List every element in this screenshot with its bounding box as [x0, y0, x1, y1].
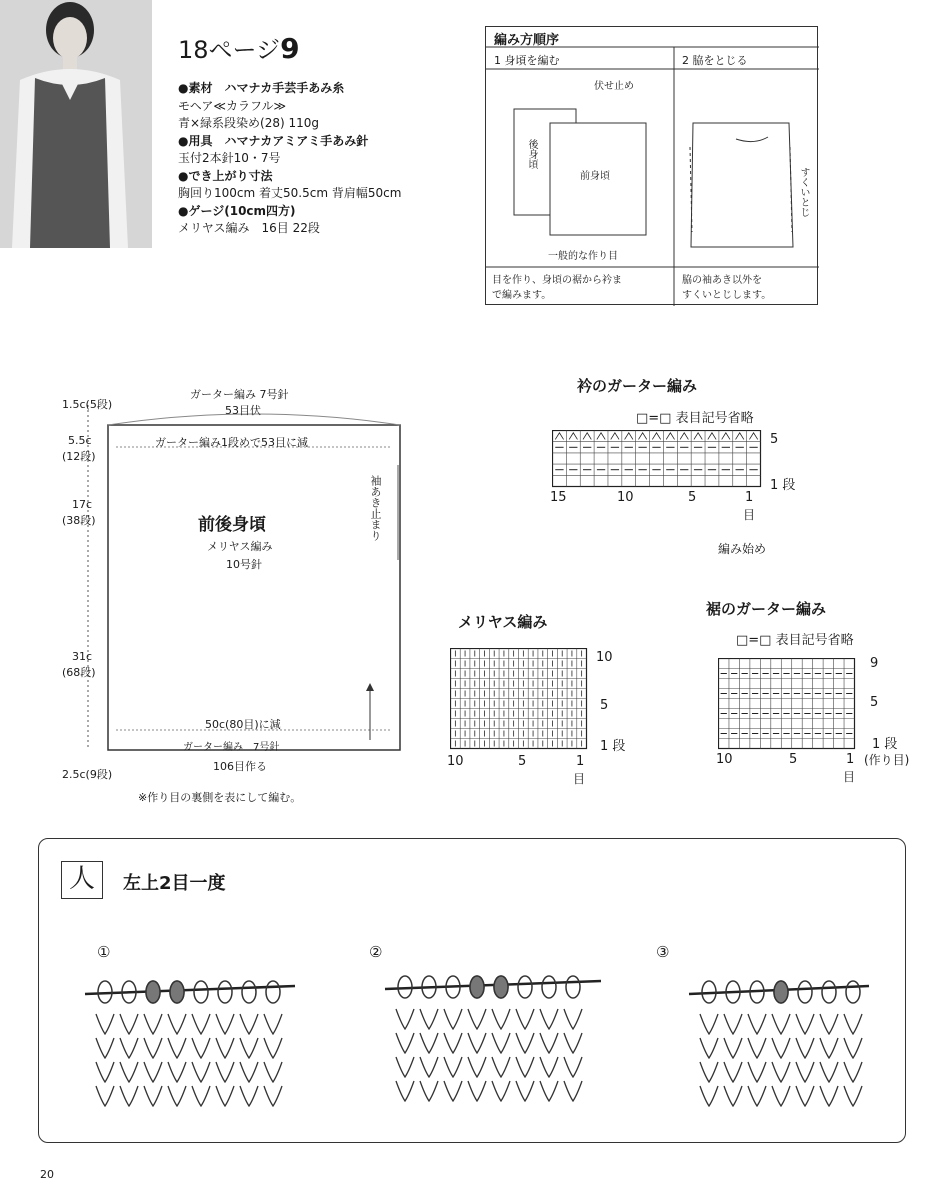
stitch-loop — [516, 1057, 534, 1077]
collar-grid — [552, 430, 762, 488]
spec-line: メリヤス編み 16目 22段 — [178, 221, 320, 235]
hem-col-5: 5 — [789, 752, 798, 767]
stitch-loop — [216, 1014, 234, 1034]
stitch-loop — [240, 1086, 258, 1106]
dim-3a: 17c — [72, 498, 93, 511]
stitch-loop — [564, 1081, 582, 1101]
stitch-loop — [516, 1033, 534, 1053]
k2tog-symbol-icon: 人 — [61, 861, 103, 899]
stitch-loop — [96, 1014, 114, 1034]
stitch-loop — [700, 1086, 718, 1106]
collar-legend: □=□ 表目記号省略 — [636, 411, 754, 426]
needle-loop — [242, 981, 256, 1003]
hem-chart-title: 裾のガーター編み — [706, 600, 827, 618]
stitch-loop — [396, 1057, 414, 1077]
bottom-garter-label: ガーター編み 7号針 — [183, 742, 280, 753]
step-1-illustration — [75, 934, 305, 1114]
needle-loop — [846, 981, 860, 1003]
st-row-1: 1 段 — [600, 739, 626, 754]
stitch-loop — [540, 1081, 558, 1101]
stitch-loop — [564, 1057, 582, 1077]
step-1-marker: ① — [97, 943, 111, 961]
stitch-loop — [120, 1062, 138, 1082]
needle-loop — [542, 976, 556, 998]
stitch-loop — [216, 1062, 234, 1082]
stitch-loop — [120, 1014, 138, 1034]
dim-4b: (68段) — [62, 666, 96, 679]
stockinette-grid — [450, 648, 588, 750]
worked-loop — [146, 981, 160, 1003]
body-stitch: メリヤス編み — [207, 540, 273, 553]
needle-loop — [822, 981, 836, 1003]
stitch-loop — [844, 1062, 862, 1082]
stitch-loop — [844, 1086, 862, 1106]
bind-off-count: 53目伏 — [225, 404, 261, 417]
model-photo — [0, 0, 152, 248]
stitch-loop — [192, 1014, 210, 1034]
stitch-loop — [396, 1009, 414, 1029]
stitch-loop — [216, 1038, 234, 1058]
spec-line: モヘア≪カラフル≫ — [178, 98, 287, 113]
stitch-loop — [420, 1033, 438, 1053]
worked-loop — [170, 981, 184, 1003]
stitch-loop — [516, 1009, 534, 1029]
step-3-illustration — [679, 934, 879, 1114]
stitch-loop — [700, 1038, 718, 1058]
step1-note-line1: 目を作り、身頃の裾から衿ま — [492, 275, 622, 286]
stitch-loop — [240, 1038, 258, 1058]
stitch-loop — [796, 1086, 814, 1106]
worked-loop — [774, 981, 788, 1003]
st-stitch-unit: 目 — [573, 772, 586, 786]
stitch-loop — [724, 1062, 742, 1082]
collar-start-label: 編み始め — [718, 542, 767, 556]
spec-line: ●でき上がり寸法 — [178, 168, 273, 183]
dim-3b: (38段) — [62, 514, 96, 527]
stitch-loop — [240, 1014, 258, 1034]
stitch-loop — [168, 1086, 186, 1106]
knitting-order-box — [485, 26, 818, 305]
dim-4a: 31c — [72, 650, 93, 663]
spec-line: ●ゲージ(10cm四方) — [178, 203, 296, 218]
hem-cast-on-label: (作り目) — [864, 753, 910, 767]
stitch-loop — [216, 1086, 234, 1106]
stitch-loop — [700, 1014, 718, 1034]
st-col-5: 5 — [518, 754, 527, 769]
stitch-loop — [748, 1014, 766, 1034]
stitch-loop — [192, 1038, 210, 1058]
spec-line: 青×緑系段染め(28) 110g — [178, 116, 320, 130]
top-garter-label: ガーター編み 7号針 — [190, 388, 289, 401]
stitch-loop — [444, 1057, 462, 1077]
stitch-loop — [772, 1038, 790, 1058]
collar-col-5: 5 — [688, 490, 697, 505]
body-title: 前後身頃 — [198, 515, 266, 535]
stitch-loop — [144, 1014, 162, 1034]
stitch-loop — [120, 1086, 138, 1106]
stitch-loop — [492, 1009, 510, 1029]
needle-loop — [194, 981, 208, 1003]
page-title — [178, 30, 300, 65]
stitch-loop — [796, 1038, 814, 1058]
needle-loop — [218, 981, 232, 1003]
stitch-loop — [192, 1062, 210, 1082]
collar-col-1: 1 — [745, 490, 754, 505]
step2-note-line1: 脇の袖あき以外を — [682, 275, 762, 286]
stitch-loop — [468, 1081, 486, 1101]
hem-col-10: 10 — [716, 752, 733, 767]
stitch-loop — [396, 1033, 414, 1053]
stitch-loop — [264, 1014, 282, 1034]
stitch-loop — [492, 1057, 510, 1077]
stitch-loop — [540, 1057, 558, 1077]
stitch-loop — [748, 1038, 766, 1058]
stitch-loop — [820, 1086, 838, 1106]
st-col-1: 1 — [576, 754, 585, 769]
stitch-loop — [772, 1086, 790, 1106]
stitch-loop — [564, 1009, 582, 1029]
stitch-loop — [96, 1086, 114, 1106]
collar-chart-title: 衿のガーター編み — [577, 377, 698, 395]
st-row-10: 10 — [596, 650, 613, 665]
stitch-loop — [724, 1038, 742, 1058]
order-title: 編み方順序 — [494, 33, 560, 48]
collar-col-10: 10 — [617, 490, 634, 505]
hem-legend: □=□ 表目記号省略 — [736, 633, 854, 648]
hem-row-9: 9 — [870, 656, 879, 671]
step-3-marker: ③ — [656, 943, 670, 961]
stitch-loop — [444, 1033, 462, 1053]
stitch-loop — [420, 1057, 438, 1077]
stitch-loop — [796, 1014, 814, 1034]
spec-line: 胸回り100cm 着丈50.5cm 背肩幅50cm — [178, 186, 402, 200]
stitch-loop — [264, 1038, 282, 1058]
stitch-loop — [772, 1062, 790, 1082]
stitch-loop — [444, 1081, 462, 1101]
sleeve-opening-label: 袖あき止まり — [369, 475, 382, 541]
technique-title: 左上2目一度 — [123, 873, 226, 894]
hem-grid — [718, 658, 856, 750]
step2-note-line2: すくいとじします。 — [682, 290, 772, 301]
stitch-loop — [748, 1086, 766, 1106]
stitch-loop — [564, 1033, 582, 1053]
stitch-loop — [96, 1062, 114, 1082]
needle — [85, 986, 295, 994]
stitch-loop — [844, 1014, 862, 1034]
stitch-loop — [264, 1062, 282, 1082]
mattress-stitch-label: すくいとじ — [798, 167, 809, 217]
stitch-loop — [240, 1062, 258, 1082]
bind-off-label: 伏せ止め — [594, 81, 634, 92]
stitch-loop — [420, 1009, 438, 1029]
step-2-illustration — [375, 919, 611, 1114]
stitch-loop — [396, 1081, 414, 1101]
page-number: 20 — [40, 1168, 54, 1181]
stitch-loop — [420, 1081, 438, 1101]
worked-loop — [494, 976, 508, 998]
stitch-loop — [144, 1038, 162, 1058]
stitch-loop — [168, 1014, 186, 1034]
body-needle: 10号針 — [226, 558, 262, 571]
hem-col-1: 1 — [846, 752, 855, 767]
needle-loop — [566, 976, 580, 998]
needle — [385, 981, 601, 989]
step1-note-line2: で編みます。 — [492, 290, 552, 301]
stitch-loop — [264, 1086, 282, 1106]
stitch-loop — [820, 1014, 838, 1034]
decrease-line-label: ガーター編み1段めで53目に減 — [155, 436, 308, 449]
st-row-5: 5 — [600, 698, 609, 713]
hem-stitch-unit: 目 — [843, 770, 856, 784]
spec-line: ●用具 ハマナカアミアミ手あみ針 — [178, 133, 369, 148]
needle-loop — [266, 981, 280, 1003]
worked-loop — [470, 976, 484, 998]
materials-list — [178, 80, 401, 238]
stitch-loop — [120, 1038, 138, 1058]
step2-label: 2 脇をとじる — [682, 54, 748, 67]
st-col-10: 10 — [447, 754, 464, 769]
back-body-label: 後身頃 — [526, 139, 537, 169]
stitch-loop — [144, 1086, 162, 1106]
stitch-loop — [844, 1038, 862, 1058]
collar-stitch-unit: 目 — [743, 508, 756, 522]
stitch-loop — [772, 1014, 790, 1034]
stockinette-chart-title: メリヤス編み — [458, 613, 548, 631]
hem-row-1: 1 段 — [872, 737, 898, 752]
stitch-loop — [468, 1057, 486, 1077]
collar-row-1: 1 段 — [770, 478, 796, 493]
knitting-note: ※作り目の裏側を表にして編む。 — [138, 791, 302, 804]
bottom-decrease-label: 50c(80目)に減 — [205, 718, 281, 731]
collar-row-5: 5 — [770, 432, 779, 447]
stitch-loop — [724, 1014, 742, 1034]
dim-5: 2.5c(9段) — [62, 768, 113, 781]
spec-line: ●素材 ハマナカ手芸手あみ糸 — [178, 81, 345, 95]
technique-section — [38, 838, 906, 1143]
front-body-label: 前身頃 — [580, 171, 610, 182]
cast-on-label: 一般的な作り目 — [548, 251, 618, 262]
stitch-loop — [168, 1038, 186, 1058]
stitch-loop — [444, 1009, 462, 1029]
stitch-loop — [820, 1038, 838, 1058]
needle-loop — [798, 981, 812, 1003]
stitch-loop — [492, 1081, 510, 1101]
stitch-loop — [168, 1062, 186, 1082]
stitch-loop — [492, 1033, 510, 1053]
stitch-loop — [96, 1038, 114, 1058]
stitch-loop — [540, 1033, 558, 1053]
spec-line: 玉付2本針10・7号 — [178, 151, 281, 165]
collar-col-15: 15 — [550, 490, 567, 505]
step1-label: 1 身頃を編む — [494, 54, 560, 67]
stitch-loop — [724, 1086, 742, 1106]
page-ref: 18ページ — [178, 36, 281, 64]
hem-row-5: 5 — [870, 695, 879, 710]
step-2-marker: ② — [369, 943, 383, 961]
stitch-loop — [468, 1033, 486, 1053]
stitch-loop — [796, 1062, 814, 1082]
stitch-loop — [748, 1062, 766, 1082]
cast-on-count: 106目作る — [213, 760, 267, 773]
stitch-loop — [700, 1062, 718, 1082]
item-number: 9 — [280, 32, 300, 65]
dim-1: 1.5c(5段) — [62, 398, 113, 411]
stitch-loop — [192, 1086, 210, 1106]
dim-2a: 5.5c — [68, 434, 92, 447]
stitch-loop — [540, 1009, 558, 1029]
needle-loop — [518, 976, 532, 998]
stitch-loop — [144, 1062, 162, 1082]
stitch-loop — [516, 1081, 534, 1101]
stitch-loop — [468, 1009, 486, 1029]
dim-2b: (12段) — [62, 450, 96, 463]
stitch-loop — [820, 1062, 838, 1082]
